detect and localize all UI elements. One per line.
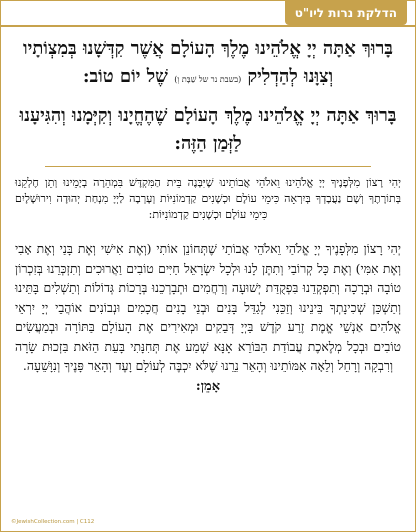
header-title: הדלקת נרות ליו"ט (294, 6, 397, 20)
candle-blessing-ending: שֶׁל יוֹם טוֹב: (82, 66, 168, 87)
header-title-tab (285, 1, 407, 25)
card-content (15, 35, 401, 396)
temple-prayer-text: יְהִי רָצוֹן מִלְּפָנֶיךָ יְיָ אֱלֹהֵינוּ וֵאלֹהֵי אֲבוֹתֵינוּ שֶׁיִּבָּנֶה בֵּית הַמִּקְדָּשׁ בִּמְהֵרָה בְיָמֵינוּ וְתֵן חֶלְקֵנוּ בְּתוֹרָתֶךָ וְשָׁם נַעֲבָדְךָ בְּיִרְאָה כִּימֵי עוֹלָם וּכְשָׁנִים קַדְמוֹנִיּוֹת וְעָרְבָה לַיְיָ מִנְחַת יְהוּדָה וִירוּשָׁלָיִם כִּימֵי עוֹלָם וּכְשָׁנִים קַדְמוֹנִיּוֹת: (15, 176, 401, 221)
header-rule (1, 25, 415, 27)
footer-credit: ©JewishCollection.com | C112 (11, 519, 95, 525)
shabbat-note: (בשבת נר של שַׁבָּת וְ) (174, 75, 242, 84)
candle-blessing (15, 35, 401, 94)
temple-prayer (15, 175, 401, 223)
personal-prayer-text: יְהִי רָצוֹן מִלְּפָנֶיךָ יְיָ אֱלֹהַי וֵאלֹהֵי אֲבוֹתַי שֶׁתְּחוֹנֵן אוֹתִי (וְאֶת אִישִׁי וְאֶת בָּנַי וְאֶת אָבִי וְאֶת אִמִּי) וְאֶת כָּל קְרוֹבַי וְתִתֶּן לָנוּ וּלְכָל יִשְׂרָאֵל חַיִּים טוֹבִים וַאֲרוּכִים וְתִזְכְּרֵנוּ בְּזִכְרוֹן טוֹבָה וּבְרָכָה וְתִפְקְדֵנוּ בִּפְקֻדַּת יְשׁוּעָה וְרַחֲמִים וּתְבָרְכֵנוּ בְּרָכוֹת גְּדוֹלוֹת וְתַשְׁלִים בָּתֵּינוּ וְתַשְׁכֵּן שְׁכִינָתְךָ בֵּינֵינוּ וְזַכֵּנִי לְגַדֵּל בָּנִים וּבְנֵי בָנִים חֲכָמִים וּנְבוֹנִים אוֹהֲבֵי יְיָ יִרְאֵי אֱלֹהִים אַנְשֵׁי אֱמֶת זֶרַע קֹדֶשׁ בַּיְיָ דְּבֵקִים וּמְאִירִים אֶת הָעוֹלָם בַּתּוֹרָה וּבְמַעֲשִׂים טוֹבִים וּבְכָל מְלֶאכֶת עֲבוֹדַת הַבּוֹרֵא אָנָּא שְׁמַע אֶת תְּחִנָּתִי בָּעֵת הַזֹּאת בִּזְכוּת שָׂרָה וְרִבְקָה וְרָחֵל וְלֵאָה אִמּוֹתֵינוּ וְהָאֵר נֵרֵנוּ שֶׁלֹּא יִכְבֶּה לְעוֹלָם וָעֶד וְהָאֵר פָּנֶיךָ וְנִוָּשֵׁעָה. (15, 241, 401, 373)
amen-text: אָמֵן: (195, 378, 221, 394)
candle-blessing-text: בָּרוּךְ אַתָּה יְיָ אֱלֹהֵינוּ מֶלֶךְ הָעוֹלָם אֲשֶׁר קִדְּשָׁנוּ בְּמִצְוֹתָיו וְצִוָּנוּ לְהַדְלִיק (23, 38, 393, 87)
personal-prayer (15, 239, 401, 396)
section-divider (45, 166, 371, 167)
shehecheyanu-blessing (15, 102, 401, 158)
shehecheyanu-text: בָּרוּךְ אַתָּה יְיָ אֱלֹהֵינוּ מֶלֶךְ הָעוֹלָם שֶׁהֶחֱיָנוּ וְקִיְּמָנוּ וְהִגִּיעָנוּ לַזְּמַן הַזֶּה: (19, 105, 397, 154)
